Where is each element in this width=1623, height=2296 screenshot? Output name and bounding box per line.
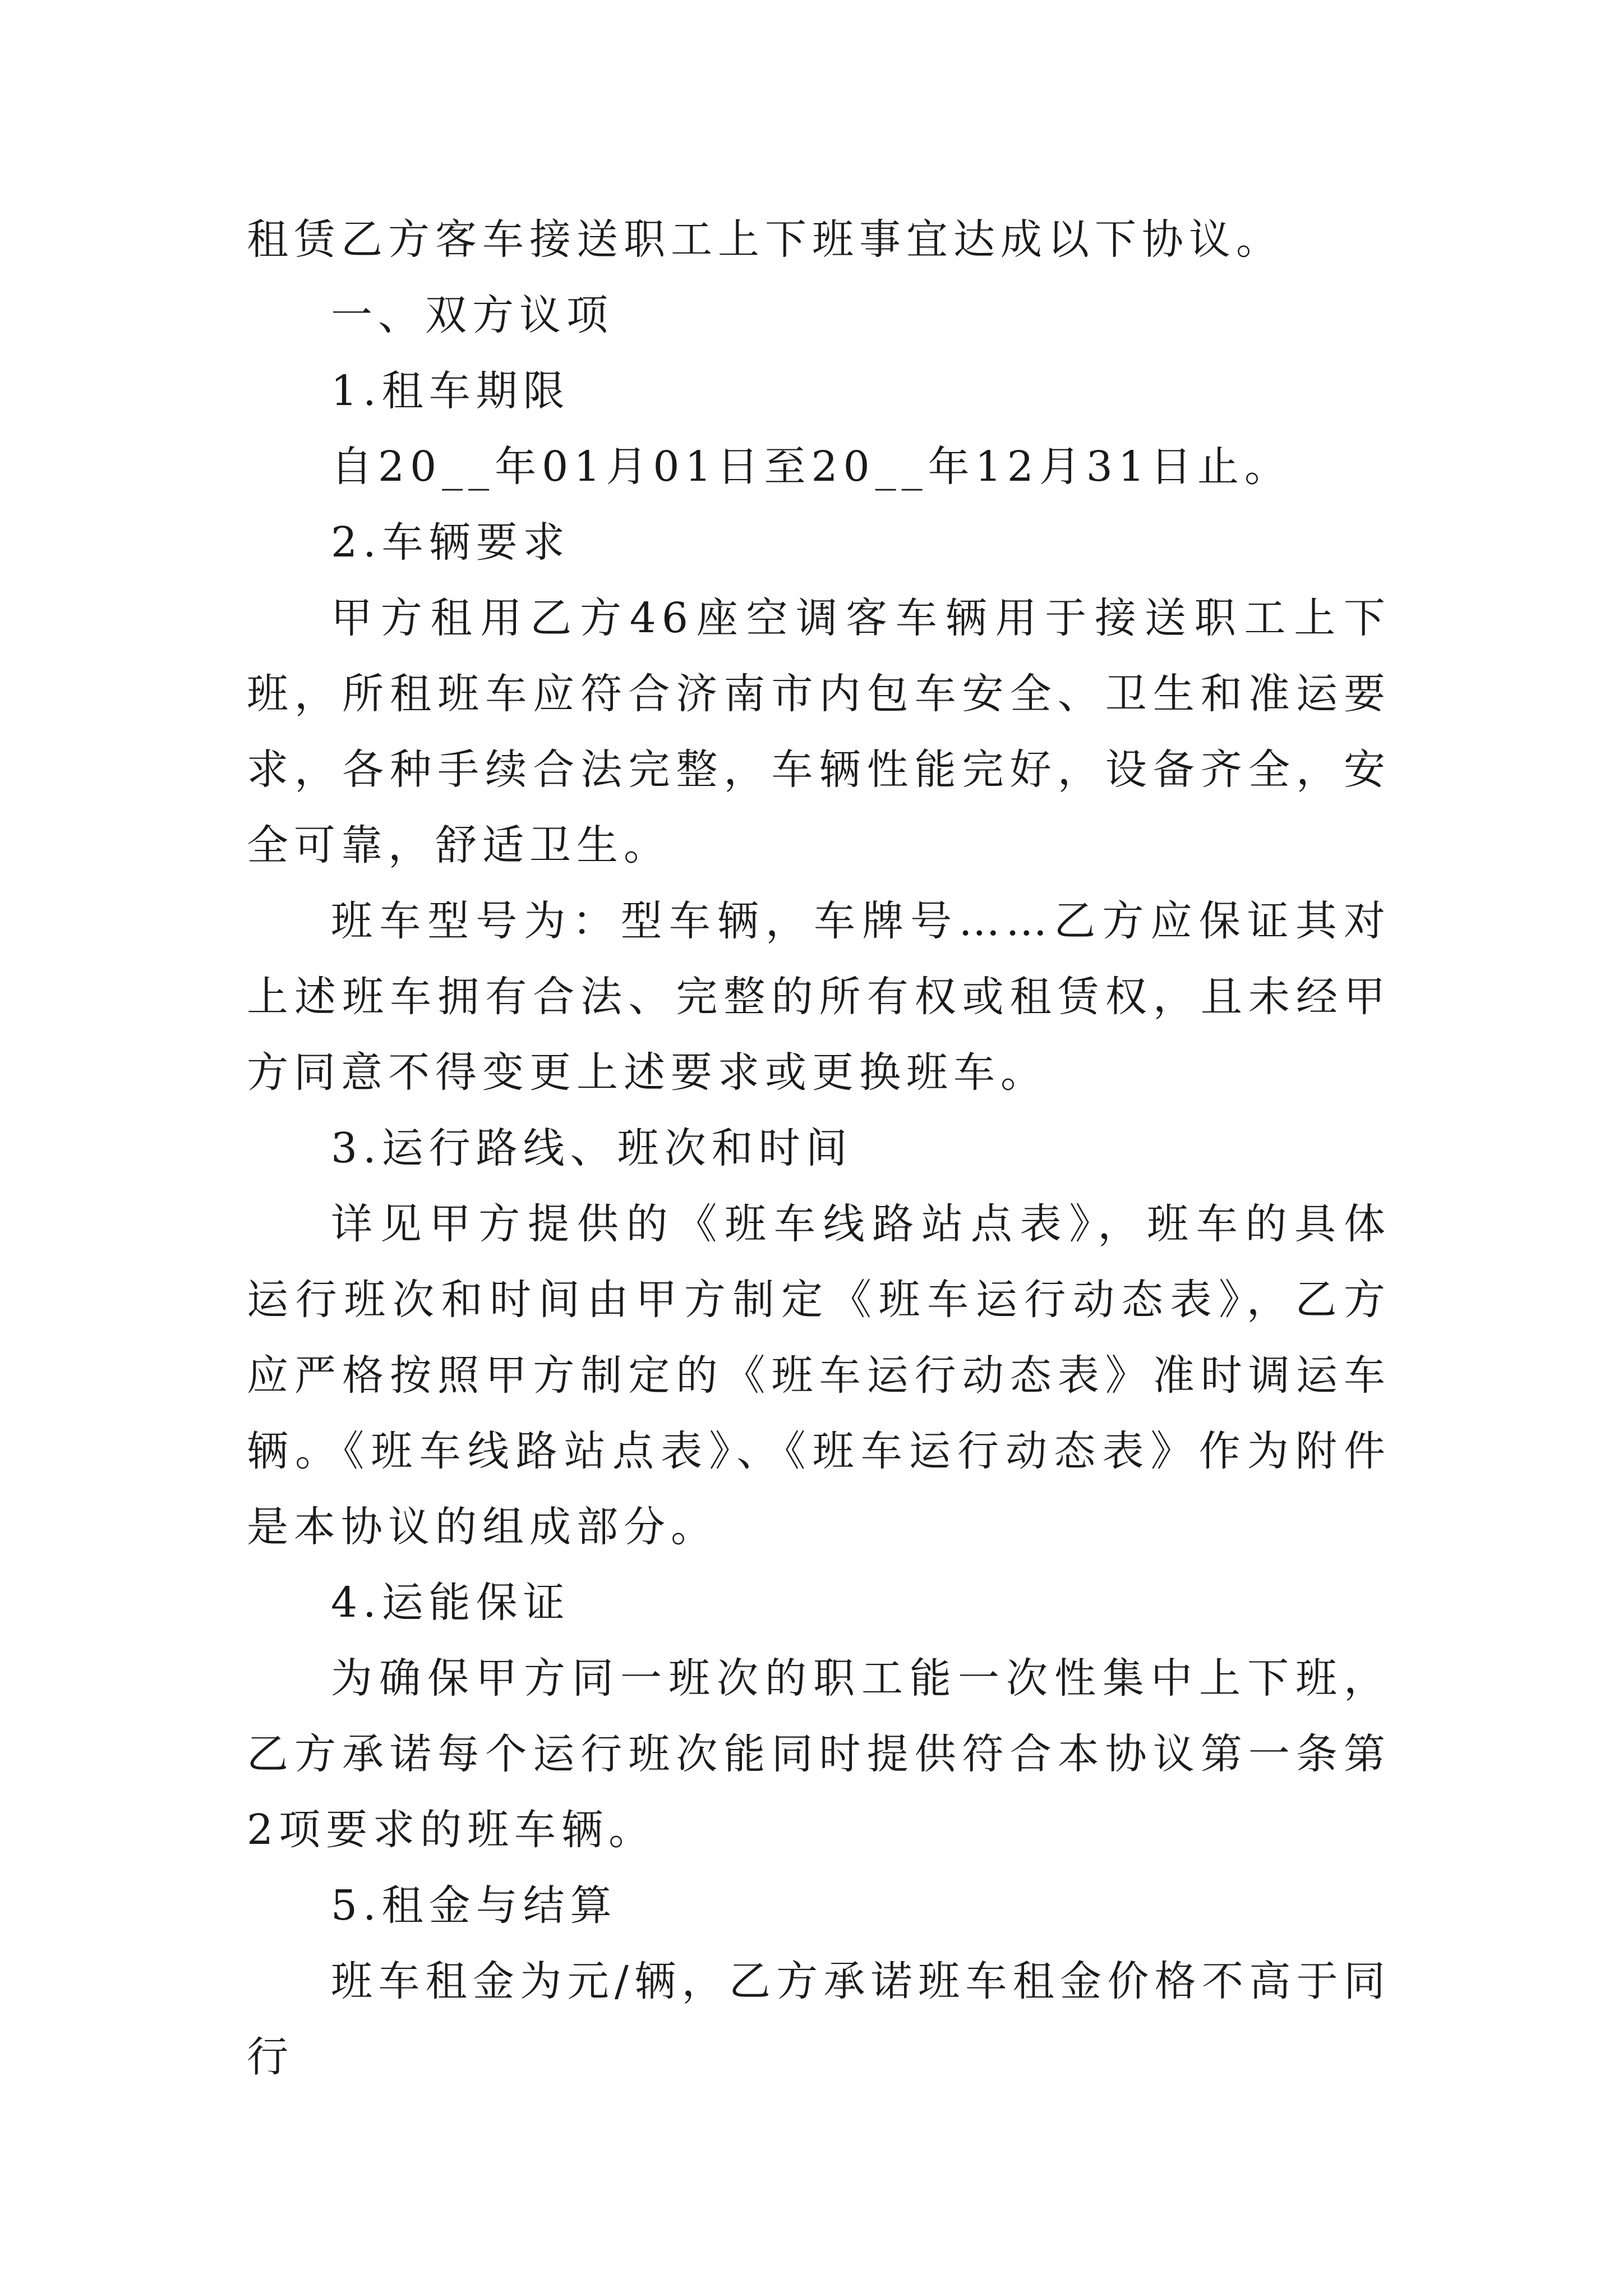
paragraph-rent-settlement: 班车租金为元/辆，乙方承诺班车租金价格不高于同行 xyxy=(247,1957,1391,2081)
paragraph-route-schedule: 详见甲方提供的《班车线路站点表》，班车的具体运行班次和时间由甲方制定《班车运行动态表》，乙方应严格按照甲方制定的《班车运行动态表》准时调运车辆。《班车线路站点表》、《班车运行动态表》作为附件是本协议的组成部分。 xyxy=(247,1200,1391,1551)
paragraph-capacity-guarantee: 为确保甲方同一班次的职工能一次性集中上下班，乙方承诺每个运行班次能同时提供符合本协议第一条第2项要求的班车辆。 xyxy=(247,1654,1391,1854)
section-heading-mutual-items: 一、双方议项 xyxy=(331,291,614,339)
paragraph-intro: 租赁乙方客车接送职工上下班事宜达成以下协议。 xyxy=(247,215,1283,264)
subheading-rent-settlement: 5.租金与结算 xyxy=(331,1881,617,1930)
document-body xyxy=(247,202,1391,2095)
subheading-route-schedule: 3.运行路线、班次和时间 xyxy=(331,1124,853,1172)
subheading-rental-period: 1.租车期限 xyxy=(331,367,570,415)
paragraph-vehicle-requirements: 甲方租用乙方46座空调客车辆用于接送职工上下班，所租班车应符合济南市内包车安全、卫生和准运要求，各种手续合法完整，车辆性能完好，设备齐全，安全可靠，舒适卫生。 xyxy=(247,594,1391,869)
paragraph-vehicle-model: 班车型号为：型车辆，车牌号……乙方应保证其对上述班车拥有合法、完整的所有权或租赁权，且未经甲方同意不得变更上述要求或更换班车。 xyxy=(247,897,1391,1097)
paragraph-rental-period: 自20__年01月01日至20__年12月31日止。 xyxy=(331,443,1292,491)
subheading-capacity-guarantee: 4.运能保证 xyxy=(331,1579,570,1627)
subheading-vehicle-requirements: 2.车辆要求 xyxy=(331,518,570,567)
